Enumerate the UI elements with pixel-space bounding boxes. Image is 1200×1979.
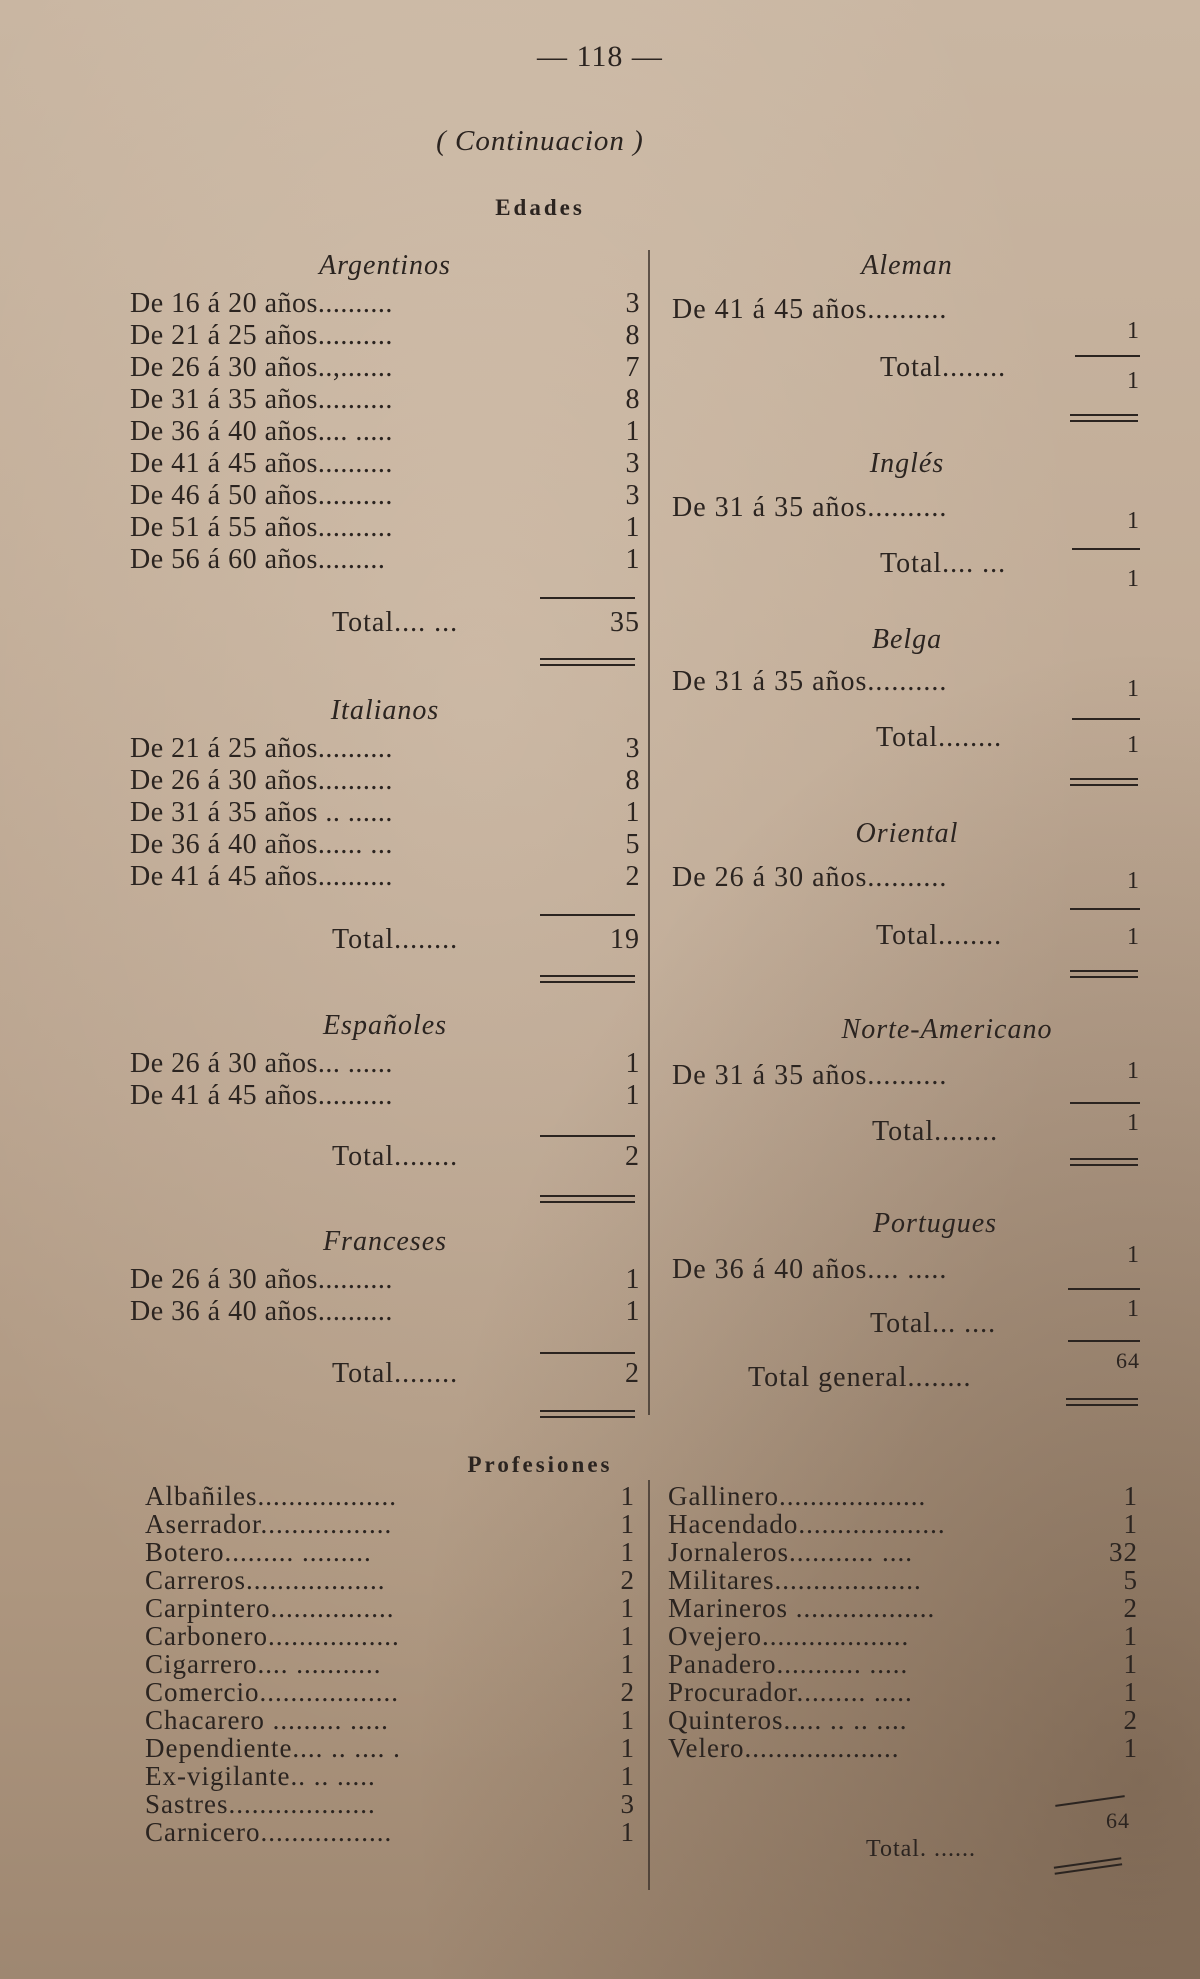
double-rule [1066,1398,1138,1406]
group-title: Inglés [869,448,945,479]
total-general-value: 64 [1116,1348,1140,1373]
continuation-heading: ( Continuacion ) [436,125,644,157]
group-espanoles [130,1010,640,1112]
profession-row: Albañiles.................. 1 [145,1481,635,1511]
group-ingles [672,448,1142,486]
sum-rule [540,597,635,599]
profession-row: Carnicero................. 1 [145,1817,635,1847]
profession-row: Ex-vigilante.. .. ..... 1 [145,1761,635,1791]
group-aleman [672,250,1142,288]
prof-total-label: Total. ...... [866,1836,976,1862]
age-row: De 26 á 30 años.......... 1 [130,1264,640,1295]
age-row: De 36 á 40 años.... ..... 1 [130,416,640,447]
profession-row: Cigarrero.... ........... 1 [145,1649,635,1679]
total-argentinos: Total.... ... [332,607,459,638]
total-franceses: Total........ [332,1358,459,1389]
sum-rule [1072,548,1140,550]
group-title: Españoles [322,1010,448,1041]
double-rule [1070,414,1138,422]
sum-rule [540,1135,635,1137]
total-franceses-value: 2 [625,1358,640,1389]
profession-row: Panadero........... ..... 1 [668,1649,1138,1679]
double-rule [540,975,635,983]
group-title: Norte-Americano [841,1014,1053,1045]
age-row: De 26 á 30 años..,....... 7 [130,352,640,383]
age-row: De 46 á 50 años.......... 3 [130,480,640,511]
profesiones-title: Profesiones [467,1452,613,1477]
age-row-value: 1 [1127,1058,1140,1084]
total-oriental: Total........ [876,920,1003,951]
total-general-label: Total general........ [748,1362,972,1393]
total-espanoles: Total........ [332,1141,459,1172]
profession-row: Botero......... ......... 1 [145,1537,635,1567]
column-divider [648,250,650,1415]
age-row: De 56 á 60 años......... 1 [130,544,640,575]
group-title: Aleman [861,250,953,281]
edades-title: Edades [495,195,585,220]
double-rule [1070,778,1138,786]
total-aleman: Total........ [880,352,1007,383]
group-argentinos [130,250,640,576]
total-espanoles-value: 2 [625,1141,640,1172]
group-norte-americano [752,1014,1142,1052]
age-row: De 21 á 25 años.......... 3 [130,733,640,764]
age-row: De 36 á 40 años...... ... 5 [130,829,640,860]
age-row-value: 1 [1127,868,1140,894]
profession-row: Hacendado................... 1 [668,1509,1138,1539]
profession-row: Ovejero................... 1 [668,1621,1138,1651]
age-row-value: 1 [1127,676,1140,702]
group-italianos [130,695,640,893]
age-row: De 31 á 35 años.......... [672,666,948,697]
profession-row: Marineros .................. 2 [668,1593,1138,1623]
group-title: Argentinos [319,250,451,281]
profession-row: Jornaleros........... .... 32 [668,1537,1138,1567]
sum-rule [1068,1288,1140,1290]
profession-row: Militares................... 5 [668,1565,1138,1595]
age-row-value: 1 [1127,1242,1140,1268]
profesiones-right [668,1482,1138,1762]
age-row: De 51 á 55 años.......... 1 [130,512,640,543]
age-row: De 26 á 30 años.......... [672,862,948,893]
profession-row: Velero.................... 1 [668,1733,1138,1763]
total-argentinos-value: 35 [610,607,640,638]
age-row: De 31 á 35 años.......... [672,1060,948,1091]
sum-rule [1070,1102,1140,1104]
total-belga: Total........ [876,722,1003,753]
double-rule [1070,970,1138,978]
total-norte-americano-value: 1 [1127,1110,1140,1136]
age-row: De 41 á 45 años.......... 1 [130,1080,640,1111]
age-row: De 31 á 35 años.......... [672,492,948,523]
group-title: Belga [871,624,943,655]
sum-rule [540,1352,635,1354]
sum-rule [1055,1795,1125,1807]
profession-row: Aserrador................. 1 [145,1509,635,1539]
sum-rule [540,914,635,916]
total-italianos: Total........ [332,924,459,955]
double-rule [540,658,635,666]
group-oriental [672,818,1142,856]
group-title: Portugues [872,1208,998,1239]
group-portugues [800,1208,1070,1246]
age-row: De 31 á 35 años .. ...... 1 [130,797,640,828]
age-row-value: 1 [1127,508,1140,534]
age-row: De 36 á 40 años.......... 1 [130,1296,640,1327]
total-portugues-value: 1 [1127,1296,1140,1322]
profession-row: Sastres................... 3 [145,1789,635,1819]
profession-row: Carbonero................. 1 [145,1621,635,1651]
sum-rule [1070,908,1140,910]
profession-row: Comercio.................. 2 [145,1677,635,1707]
age-row: De 41 á 45 años.......... 3 [130,448,640,479]
page-number: — 118 — [537,40,663,73]
double-rule [1054,1857,1122,1874]
group-title: Franceses [322,1226,448,1257]
group-belga [672,624,1142,662]
total-oriental-value: 1 [1127,924,1140,950]
double-rule [540,1195,635,1203]
total-aleman-value: 1 [1127,368,1140,394]
total-ingles-value: 1 [1127,566,1140,592]
profession-row: Chacarero ......... ..... 1 [145,1705,635,1735]
sum-rule [1068,1340,1140,1342]
age-row-value: 1 [1127,318,1140,344]
profession-row: Procurador......... ..... 1 [668,1677,1138,1707]
total-belga-value: 1 [1127,732,1140,758]
profesiones-left [145,1482,635,1846]
age-row: De 41 á 45 años.......... 2 [130,861,640,892]
age-row: De 21 á 25 años.......... 8 [130,320,640,351]
profession-row: Gallinero................... 1 [668,1481,1138,1511]
column-divider-profesiones [648,1480,650,1890]
double-rule [1070,1158,1138,1166]
age-row: De 16 á 20 años.......... 3 [130,288,640,319]
total-ingles: Total.... ... [880,548,1007,579]
sum-rule [1075,355,1140,357]
age-row: De 31 á 35 años.......... 8 [130,384,640,415]
age-row: De 26 á 30 años... ...... 1 [130,1048,640,1079]
total-norte-americano: Total........ [872,1116,999,1147]
profession-row: Carreros.................. 2 [145,1565,635,1595]
age-row: De 41 á 45 años.......... [672,294,948,325]
sum-rule [1072,718,1140,720]
group-title: Oriental [855,818,959,849]
total-italianos-value: 19 [610,924,640,955]
profession-row: Carpintero................ 1 [145,1593,635,1623]
group-franceses [130,1226,640,1328]
profession-row: Dependiente.... .. .... . 1 [145,1733,635,1763]
group-title: Italianos [330,695,440,726]
total-portugues: Total... .... [870,1308,997,1339]
profession-row: Quinteros..... .. .. .... 2 [668,1705,1138,1735]
age-row: De 36 á 40 años.... ..... [672,1254,948,1285]
prof-total-value: 64 [1106,1808,1130,1833]
age-row: De 26 á 30 años.......... 8 [130,765,640,796]
double-rule [540,1410,635,1418]
